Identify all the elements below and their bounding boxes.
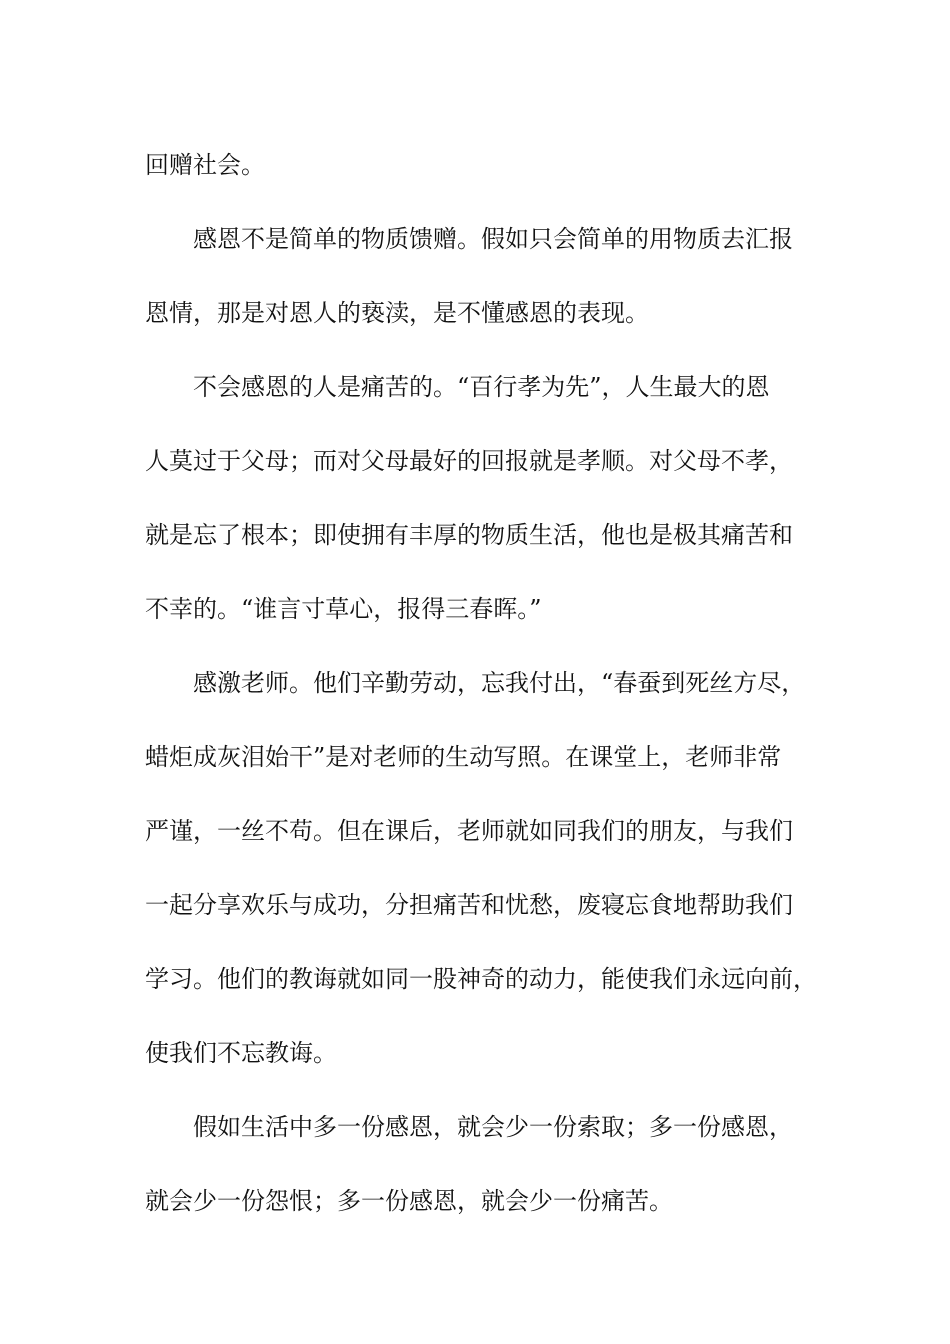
paragraph-line: 学习。他们的教诲就如同一股神奇的动力，能使我们永远向前， — [145, 965, 817, 993]
paragraph-1 — [145, 128, 810, 202]
paragraph-line: 一起分享欢乐与成功，分担痛苦和忧愁，废寝忘食地帮助我们 — [145, 891, 793, 919]
paragraph-4 — [145, 646, 817, 1090]
paragraph-line: 就是忘了根本；即使拥有丰厚的物质生活，他也是极其痛苦和 — [145, 521, 793, 549]
body-text — [145, 128, 817, 1238]
paragraph-line: 严谨，一丝不苟。但在课后，老师就如同我们的朋友，与我们 — [145, 817, 793, 845]
paragraph-line: 不会感恩的人是痛苦的。“百行孝为先”，人生最大的恩 — [193, 373, 770, 401]
paragraph-5 — [145, 1090, 810, 1238]
paragraph-2 — [145, 202, 810, 350]
paragraph-line: 人莫过于父母；而对父母最好的回报就是孝顺。对父母不孝， — [145, 447, 793, 475]
paragraph-line: 感恩不是简单的物质馈赠。假如只会简单的用物质去汇报 — [193, 225, 793, 253]
paragraph-line: 不幸的。“谁言寸草心，报得三春晖。” — [145, 595, 542, 623]
paragraph-line: 恩情，那是对恩人的亵渎，是不懂感恩的表现。 — [145, 299, 649, 327]
paragraph-line: 蜡炬成灰泪始干”是对老师的生动写照。在课堂上，老师非常 — [145, 743, 782, 771]
paragraph-line: 感激老师。他们辛勤劳动，忘我付出，“春蚕到死丝方尽， — [193, 669, 806, 697]
paragraph-line: 使我们不忘教诲。 — [145, 1039, 337, 1067]
paragraph-line: 假如生活中多一份感恩，就会少一份索取；多一份感恩， — [193, 1113, 793, 1141]
paragraph-3 — [145, 350, 810, 646]
paragraph-line: 回赠社会。 — [145, 151, 265, 179]
paragraph-line: 就会少一份怨恨；多一份感恩，就会少一份痛苦。 — [145, 1187, 673, 1215]
